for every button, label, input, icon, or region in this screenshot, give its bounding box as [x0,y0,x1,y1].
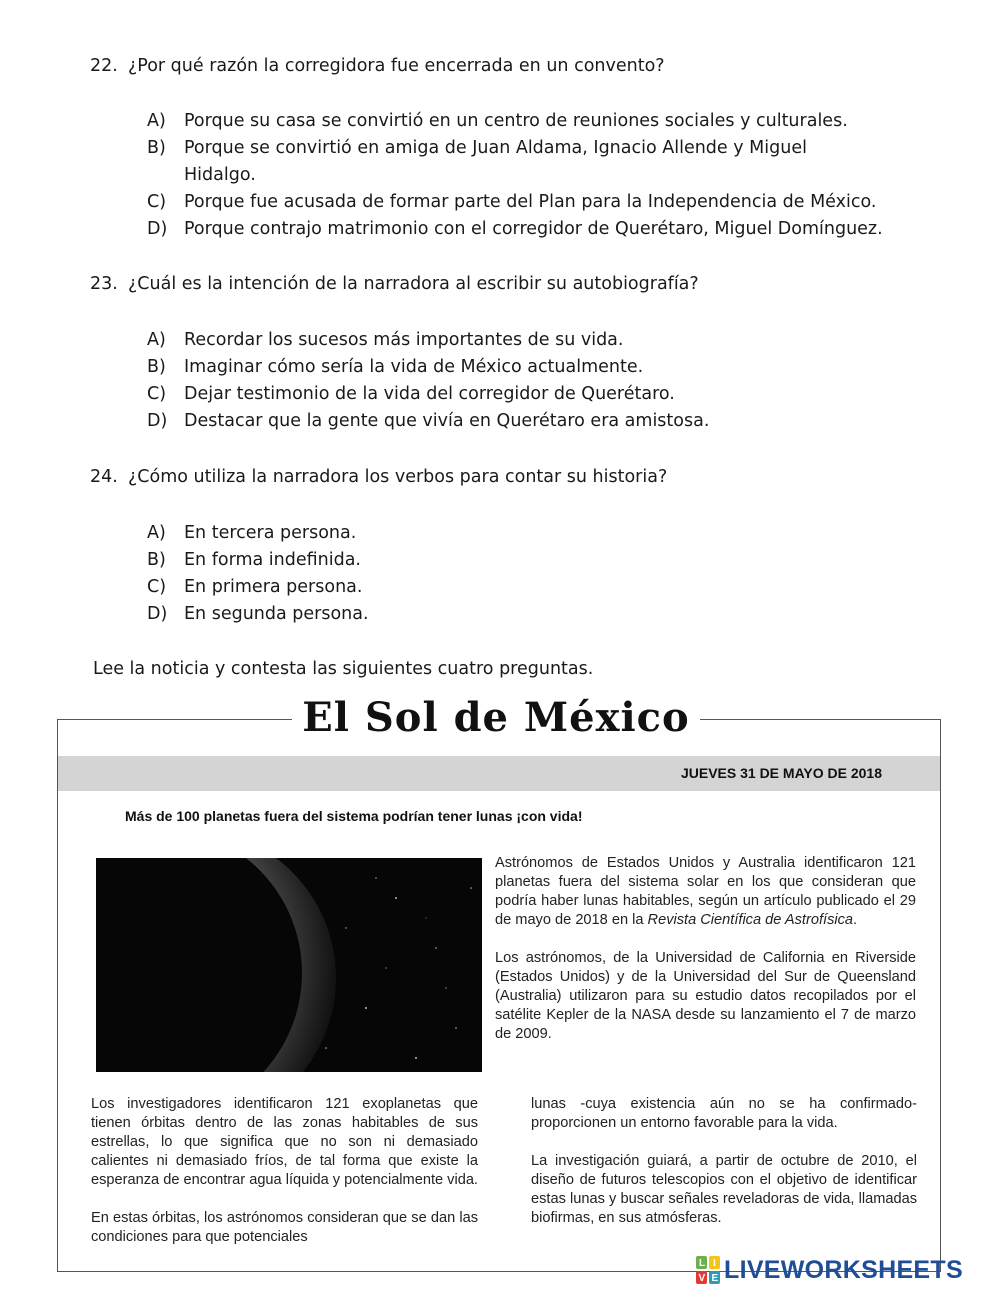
article-middle-column [531,1095,917,1228]
article-headline: Más de 100 planetas fuera del sistema podrían tener lunas ¡con vida! [125,808,583,824]
frame-border-top-right [700,719,940,720]
frame-border-top-left [57,719,292,720]
option-24-d[interactable]: D) En segunda persona. [147,604,369,624]
option-22-b[interactable]: B) Porque se convirtió en amiga de Juan Aldama, Ignacio Allende y Miguel Hidalgo. [147,138,807,185]
article-paragraph: La investigación guiará, a partir de octubre de 2010, el diseño de futuros telescopios con el objetivo de identificar estas lunas y buscar señales reveladoras de vida, llamadas biofirmas, en sus atmósferas. [531,1153,917,1226]
article-paragraph: Astrónomos de Estados Unidos y Australia identificaron 121 planetas fuera del sistema solar en los que consideran que podría haber lunas habitables, según un artículo publicado el 29 de mayo de 2018 en la Revista Científica de Astrofísica. [495,855,916,928]
logo-letter: E [711,1273,719,1284]
logo-letter: L [699,1258,706,1269]
option-23-c[interactable]: C) Dejar testimonio de la vida del corregidor de Querétaro. [147,384,675,404]
option-22-a[interactable]: A) Porque su casa se convirtió en un centro de reuniones sociales y culturales. [147,111,848,131]
moon-photo [96,858,482,1072]
option-24-c[interactable]: C) En primera persona. [147,577,363,597]
option-23-a[interactable]: A) Recordar los sucesos más importantes de su vida. [147,330,624,350]
option-22-c[interactable]: C) Porque fue acusada de formar parte del Plan para la Independencia de México. [147,192,877,212]
article-paragraph: En estas órbitas, los astrónomos consideran que se dan las condiciones para que potenciales [91,1210,478,1245]
date-band [58,756,940,791]
newspaper-masthead: El Sol de México [302,694,690,741]
article-right-column [495,854,916,1044]
option-24-a[interactable]: A) En tercera persona. [147,523,357,543]
option-22-d[interactable]: D) Porque contrajo matrimonio con el corregidor de Querétaro, Miguel Domínguez. [147,219,883,239]
live-letters-icon [696,1256,720,1284]
question-text: ¿Cómo utiliza la narradora los verbos para contar su historia? [128,467,668,487]
question-24 [90,467,667,487]
newspaper-date: JUEVES 31 DE MAYO DE 2018 [680,765,882,781]
moon-photo-icon [96,858,482,1072]
instruction-text: Lee la noticia y contesta las siguientes cuatro preguntas. [93,659,594,679]
question-number: 22. [90,56,118,76]
logo-letter: I [713,1258,716,1269]
logo-letter: V [698,1273,706,1284]
article-paragraph: lunas -cuya existencia aún no se ha confirmado- proporcionen un entorno favorable para la vida. [531,1096,917,1131]
option-24-b[interactable]: B) En forma indefinida. [147,550,361,570]
question-number: 23. [90,274,118,294]
article-paragraph: Los investigadores identificaron 121 exoplanetas que tienen órbitas dentro de las zonas habitables de sus estrellas, lo que significa que no son ni demasiado calientes ni demasiado fríos, de tal forma que existe la esperanza de encontrar agua líquida y potencialmente vida. [91,1096,478,1188]
option-23-b[interactable]: B) Imaginar cómo sería la vida de México actualmente. [147,357,644,377]
frame-border-right [940,719,941,1271]
question-number: 24. [90,467,118,487]
journal-name: Revista Científica de Astrofísica [647,912,854,928]
frame-border-left [57,719,58,1271]
question-23 [90,274,699,294]
liveworksheets-logo[interactable] [696,1255,963,1285]
question-22 [90,56,665,76]
option-23-d[interactable]: D) Destacar que la gente que vivía en Querétaro era amistosa. [147,411,710,431]
question-text: ¿Por qué razón la corregidora fue encerrada en un convento? [128,56,665,76]
article-paragraph: Los astrónomos, de la Universidad de California en Riverside (Estados Unidos) y de la Universidad del Sur de Queensland (Australia) utilizaron para su estudio datos recopilados por el satélite Kepler de la NASA desde su lanzamiento el 7 de marzo de 2009. [495,950,916,1042]
article-left-column [91,1095,478,1247]
logo-text: LIVEWORKSHEETS [724,1255,963,1284]
question-text: ¿Cuál es la intención de la narradora al escribir su autobiografía? [128,274,699,294]
